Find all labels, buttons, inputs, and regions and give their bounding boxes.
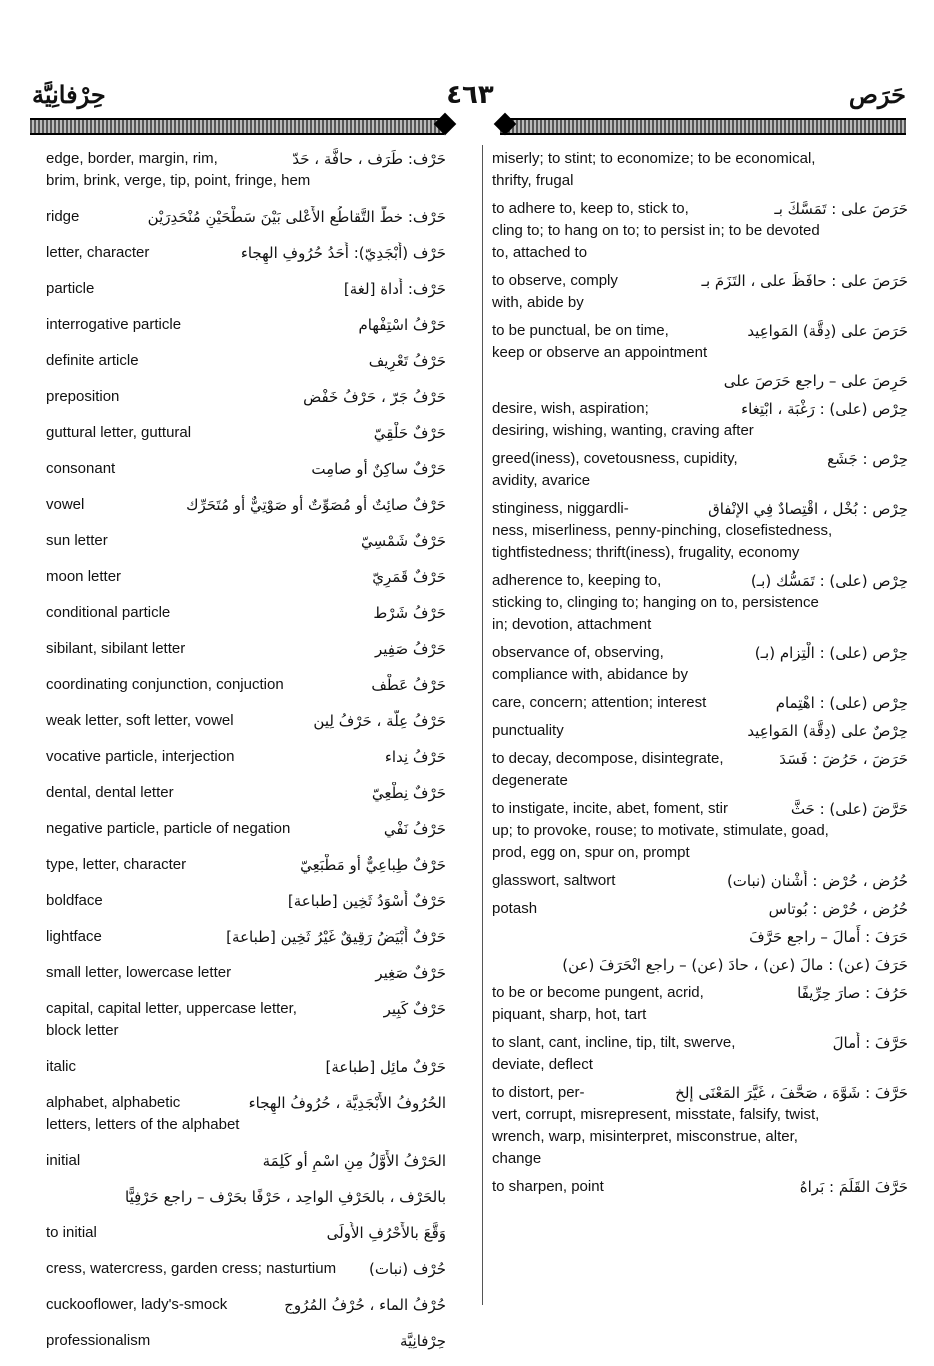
entry-english: boldface bbox=[46, 892, 103, 909]
dictionary-entry bbox=[492, 198, 908, 264]
entry-english-continued: piquant, sharp, hot, tart bbox=[492, 1006, 647, 1023]
entry-arabic: حِرْص : بُخْل ، اقْتِصادٌ فِي الإنْفاق bbox=[702, 498, 908, 520]
dictionary-entry bbox=[46, 148, 446, 192]
dictionary-entry bbox=[46, 1330, 446, 1352]
entry-english: vowel bbox=[46, 496, 85, 513]
entry-arabic: حَرْفٌ أَسْوَدُ ثَخِين [طباعة] bbox=[282, 890, 446, 912]
entry-arabic: حُرْف (نبات) bbox=[363, 1258, 446, 1280]
entry-english-continued: up; to provoke, rouse; to motivate, stimulate, goad, bbox=[492, 822, 829, 839]
entry-english: to adhere to, keep to, stick to, bbox=[492, 200, 689, 217]
entry-arabic: حَرْف (أَبْجَدِيّ): أَحَدُ حُرُوفِ الهِجاء bbox=[235, 242, 446, 264]
dictionary-entry bbox=[46, 242, 446, 264]
entry-english: to instigate, incite, abet, foment, stir bbox=[492, 800, 728, 817]
entry-english: capital, capital letter, uppercase letter, bbox=[46, 1000, 297, 1017]
dictionary-entry bbox=[46, 1258, 446, 1280]
entry-english: punctuality bbox=[492, 722, 564, 739]
entry-english: preposition bbox=[46, 388, 120, 405]
dictionary-entry bbox=[46, 530, 446, 552]
dictionary-entry bbox=[46, 890, 446, 912]
dictionary-entry bbox=[46, 1056, 446, 1078]
dictionary-entry bbox=[46, 278, 446, 300]
entry-arabic: حِرْص (على) : اهْتِمام bbox=[770, 692, 908, 714]
entry-english-continued: block letter bbox=[46, 1022, 119, 1039]
entry-arabic: حَرَصَ على : تَمَسَّكَ بـ bbox=[768, 198, 908, 220]
entry-arabic: حِرْص : جَشَع bbox=[821, 448, 908, 470]
entry-english: cress, watercress, garden cress; nasturtium bbox=[46, 1260, 337, 1277]
entry-english: edge, border, margin, rim, bbox=[46, 150, 218, 167]
entry-english: observance of, observing, bbox=[492, 644, 664, 661]
entry-english: negative particle, particle of negation bbox=[46, 820, 291, 837]
entry-arabic: حَرْفٌ أَبْيَضُ رَقِيقٌ غَيْرُ ثَخِين [طباعة] bbox=[220, 926, 446, 948]
entry-english-continued: with, abide by bbox=[492, 294, 584, 311]
entry-english: desire, wish, aspiration; bbox=[492, 400, 649, 417]
entry-english: stinginess, niggardli- bbox=[492, 500, 629, 517]
entry-english: italic bbox=[46, 1058, 77, 1075]
dictionary-entry bbox=[492, 692, 908, 714]
entry-english-continued: keep or observe an appointment bbox=[492, 344, 708, 361]
entry-english: consonant bbox=[46, 460, 116, 477]
entry-arabic: حَرْفُ اسْتِفْهام bbox=[353, 314, 447, 336]
header-left-word: حِرْفانِيَّة bbox=[32, 80, 106, 109]
entry-english: to observe, comply bbox=[492, 272, 618, 289]
entry-english: vocative particle, interjection bbox=[46, 748, 235, 765]
entry-english: adherence to, keeping to, bbox=[492, 572, 662, 589]
entry-english-continued: wrench, warp, misinterpret, misconstrue, alter, bbox=[492, 1128, 798, 1145]
entry-english-continued: vert, corrupt, misrepresent, misstate, falsify, twist, bbox=[492, 1106, 820, 1123]
entry-arabic: بالحَرْف ، بالحَرْفِ الواحِد ، حَرْفًا بحَرْف – راجع حَرْفِيًّا bbox=[125, 1188, 446, 1206]
entry-english: to distort, per- bbox=[492, 1084, 585, 1101]
dictionary-entry bbox=[46, 1222, 446, 1244]
entry-arabic: حُرْفُ الماء ، حُرْفُ المُرُوج bbox=[278, 1294, 446, 1316]
entry-arabic: حَرَّفَ القَلَمَ : بَراهُ bbox=[794, 1176, 908, 1198]
dictionary-entry bbox=[492, 270, 908, 314]
entry-english: letter, character bbox=[46, 244, 150, 261]
entry-english-continued: change bbox=[492, 1150, 542, 1167]
dictionary-entry bbox=[492, 870, 908, 892]
dictionary-entry bbox=[46, 458, 446, 480]
dictionary-entry bbox=[492, 570, 908, 636]
entry-arabic: حَرْف: طَرَف ، حافَّة ، حَدّ bbox=[286, 148, 446, 170]
entry-arabic: حَرُفَ : صارَ حِرِّيفًا bbox=[791, 982, 908, 1004]
entry-arabic: حَرْفُ عَطْف bbox=[365, 674, 446, 696]
dictionary-entry bbox=[46, 818, 446, 840]
dictionary-entry bbox=[492, 1176, 908, 1198]
entry-arabic: حَرِصَ على – راجع حَرَصَ على bbox=[723, 372, 908, 390]
entry-english: to decay, decompose, disintegrate, bbox=[492, 750, 724, 767]
dictionary-entry bbox=[492, 720, 908, 742]
dictionary-entry bbox=[492, 982, 908, 1026]
entry-arabic: حُرُض ، حُرْض : أُشْنان (نبات) bbox=[721, 870, 908, 892]
entry-arabic: حَرَفَ : أَمالَ – راجع حَرَّفَ bbox=[749, 928, 908, 946]
entry-english-continued: ness, miserliness, penny-pinching, closefistedness, bbox=[492, 522, 833, 539]
entry-english: guttural letter, guttural bbox=[46, 424, 192, 441]
entry-english: to be punctual, be on time, bbox=[492, 322, 669, 339]
entry-arabic: حَرَّضَ (على) : حَثَّ bbox=[785, 798, 908, 820]
entry-english-continued: sticking to, clinging to; hanging on to, persistence bbox=[492, 594, 819, 611]
dictionary-entry bbox=[46, 206, 446, 228]
dictionary-entry bbox=[46, 710, 446, 732]
entry-arabic: حَرْفٌ مائِل [طباعة] bbox=[319, 1056, 446, 1078]
entry-arabic: حَرْفُ نَفْي bbox=[378, 818, 446, 840]
entry-arabic: حَرْفٌ قَمَرِيّ bbox=[366, 566, 446, 588]
entry-english-continued: degenerate bbox=[492, 772, 568, 789]
entry-arabic: حِرْصٌ على (دِقَّة) المَواعِيد bbox=[741, 720, 908, 742]
dictionary-entry bbox=[492, 448, 908, 492]
entry-english: miserly; to stint; to economize; to be economical, bbox=[492, 150, 816, 167]
entry-arabic: وَقَّعَ بالأَحْرُفِ الأُولَى bbox=[321, 1222, 446, 1244]
entry-english: sun letter bbox=[46, 532, 108, 549]
header-right-word: حَرَص bbox=[848, 80, 906, 109]
entry-arabic: حَرَضَ ، حَرُضَ : فَسَدَ bbox=[773, 748, 908, 770]
entry-english: initial bbox=[46, 1152, 81, 1169]
dictionary-entry bbox=[46, 422, 446, 444]
dictionary-entry bbox=[46, 782, 446, 804]
entry-arabic: حَرْفُ شَرْط bbox=[367, 602, 446, 624]
entry-english: to be or become pungent, acrid, bbox=[492, 984, 704, 1001]
entry-english-continued: avidity, avarice bbox=[492, 472, 591, 489]
entry-arabic: حَرْفٌ صائِتٌ أو مُصَوِّتٌ أو صَوْتِيٌّ أو مُتَحَرِّك bbox=[180, 494, 446, 516]
entry-english: greed(iness), covetousness, cupidity, bbox=[492, 450, 738, 467]
dictionary-entry bbox=[46, 1294, 446, 1316]
entry-english-continued: deviate, deflect bbox=[492, 1056, 593, 1073]
entry-english: dental, dental letter bbox=[46, 784, 174, 801]
dictionary-entry bbox=[492, 148, 908, 192]
entry-english: small letter, lowercase letter bbox=[46, 964, 232, 981]
entry-arabic: حَرْفُ جَرّ ، حَرْفُ خَفْض bbox=[297, 386, 446, 408]
dictionary-entry bbox=[46, 350, 446, 372]
entry-english-continued: brim, brink, verge, tip, point, fringe, hem bbox=[46, 172, 311, 189]
dictionary-entry bbox=[46, 1150, 446, 1172]
dictionary-entry bbox=[46, 602, 446, 624]
dictionary-entry bbox=[46, 494, 446, 516]
dictionary-entry bbox=[46, 962, 446, 984]
dictionary-entry bbox=[492, 748, 908, 792]
entry-arabic: حَرَفَ (عن) : مالَ (عن) ، حادَ (عن) – راجع انْحَرَفَ (عن) bbox=[562, 956, 908, 974]
dictionary-entry bbox=[492, 1032, 908, 1076]
entry-arabic: حِرْص (على) : الْتِزام (بـ) bbox=[749, 642, 908, 664]
dictionary-entry bbox=[46, 854, 446, 876]
dictionary-entry bbox=[46, 998, 446, 1042]
column-divider bbox=[482, 145, 483, 1305]
entry-english: to sharpen, point bbox=[492, 1178, 604, 1195]
dictionary-entry bbox=[492, 398, 908, 442]
entry-english: coordinating conjunction, conjuction bbox=[46, 676, 284, 693]
entry-english: particle bbox=[46, 280, 95, 297]
entry-english: definite article bbox=[46, 352, 139, 369]
entry-english-continued: compliance with, abidance by bbox=[492, 666, 688, 683]
entry-english-continued: letters, letters of the alphabet bbox=[46, 1116, 240, 1133]
dictionary-entry bbox=[46, 1186, 446, 1208]
entry-english: potash bbox=[492, 900, 538, 917]
entry-english: interrogative particle bbox=[46, 316, 182, 333]
entry-arabic: حَرْفٌ ساكِنٌ أو صامِت bbox=[305, 458, 446, 480]
entry-english: moon letter bbox=[46, 568, 122, 585]
entry-english: type, letter, character bbox=[46, 856, 187, 873]
dictionary-entry bbox=[46, 1092, 446, 1136]
entry-arabic: حَرْفُ عِلَّة ، حَرْفُ لِين bbox=[307, 710, 446, 732]
entry-arabic: الحَرْفُ الأَوَّلُ مِنِ اسْمٍ أو كَلِمَة bbox=[257, 1150, 446, 1172]
header-rule-right bbox=[500, 118, 906, 135]
dictionary-entry bbox=[492, 642, 908, 686]
entry-english: ridge bbox=[46, 208, 80, 225]
entry-english-continued: thrifty, frugal bbox=[492, 172, 574, 189]
dictionary-entry bbox=[492, 954, 908, 976]
dictionary-entry bbox=[492, 370, 908, 392]
entry-english: care, concern; attention; interest bbox=[492, 694, 707, 711]
entry-english: weak letter, soft letter, vowel bbox=[46, 712, 234, 729]
entry-english: to initial bbox=[46, 1224, 97, 1241]
entry-arabic: حَرْفُ صَفِير bbox=[369, 638, 446, 660]
left-column bbox=[46, 148, 446, 1366]
entry-arabic: حَرْف: أَداة [لغة] bbox=[338, 278, 446, 300]
entry-arabic: حِرْص (على) : رَغْبَة ، ابْتِغاء bbox=[735, 398, 908, 420]
dictionary-entry bbox=[46, 926, 446, 948]
entry-arabic: حَرْفٌ صَغِير bbox=[369, 962, 446, 984]
entry-english-continued: prod, egg on, spur on, prompt bbox=[492, 844, 690, 861]
dictionary-entry bbox=[46, 386, 446, 408]
entry-arabic: حَرْفُ نِداء bbox=[379, 746, 446, 768]
entry-arabic: حُرُض ، حُرْض : بُوتاس bbox=[763, 898, 908, 920]
dictionary-entry bbox=[492, 498, 908, 564]
entry-arabic: حَرْفُ تَعْرِيف bbox=[363, 350, 446, 372]
entry-arabic: حَرَصَ على : حافَظَ على ، التَزَمَ بـ bbox=[696, 270, 908, 292]
entry-arabic: حِرْفانِيَّة bbox=[394, 1330, 446, 1352]
entry-english-continued: tightfistedness; thrift(iness), frugality, economy bbox=[492, 544, 800, 561]
entry-arabic: حَرْفٌ طِباعِيٌّ أو مَطْبَعِيّ bbox=[294, 854, 446, 876]
entry-english: cuckooflower, lady's-smock bbox=[46, 1296, 228, 1313]
dictionary-entry bbox=[46, 674, 446, 696]
right-column bbox=[492, 148, 908, 1204]
entry-arabic: حَرَّفَ : شَوَّهَ ، صَحَّفَ ، غَيَّرَ المَعْنَى إلخ bbox=[669, 1082, 908, 1104]
dictionary-entry bbox=[492, 926, 908, 948]
entry-english-continued: in; devotion, attachment bbox=[492, 616, 652, 633]
entry-arabic: حِرْص (على) : تَمَسُّك (بـ) bbox=[745, 570, 908, 592]
entry-arabic: حَرْفٌ حَلْقِيّ bbox=[368, 422, 446, 444]
entry-english: to slant, cant, incline, tip, tilt, swerve, bbox=[492, 1034, 736, 1051]
entry-arabic: حَرْفٌ كَبِير bbox=[378, 998, 446, 1020]
header-rule-left bbox=[30, 118, 444, 135]
entry-english-continued: to, attached to bbox=[492, 244, 588, 261]
entry-english-continued: desiring, wishing, wanting, craving after bbox=[492, 422, 754, 439]
entry-arabic: حَرْفٌ شَمْسِيّ bbox=[355, 530, 446, 552]
entry-arabic: حَرْفٌ نِطْعِيّ bbox=[366, 782, 446, 804]
entry-arabic: حَرْف: خطُّ التَّقاطُع الأَعْلى بَيْنَ سَطْحَيْنِ مُنْحَدِرَيْن bbox=[142, 206, 446, 228]
entry-arabic: الحُرُوفُ الأَبْجَدِيَّة ، حُرُوفُ الهِجاء bbox=[243, 1092, 446, 1114]
dictionary-entry bbox=[46, 746, 446, 768]
dictionary-entry bbox=[46, 566, 446, 588]
dictionary-entry bbox=[46, 638, 446, 660]
entry-arabic: حَرَصَ على (دِقَّة) المَواعِيد bbox=[741, 320, 908, 342]
dictionary-entry bbox=[46, 314, 446, 336]
entry-english-continued: cling to; to hang on to; to persist in; to be devoted bbox=[492, 222, 820, 239]
entry-english: glasswort, saltwort bbox=[492, 872, 616, 889]
page-number: ٤٦٣ bbox=[446, 80, 494, 110]
dictionary-entry bbox=[492, 1082, 908, 1170]
entry-english: conditional particle bbox=[46, 604, 171, 621]
entry-english: lightface bbox=[46, 928, 102, 945]
entry-english: professionalism bbox=[46, 1332, 151, 1349]
dictionary-entry bbox=[492, 320, 908, 364]
entry-english: sibilant, sibilant letter bbox=[46, 640, 186, 657]
dictionary-entry bbox=[492, 898, 908, 920]
entry-arabic: حَرَّفَ : أَمالَ bbox=[827, 1032, 908, 1054]
entry-english: alphabet, alphabetic bbox=[46, 1094, 181, 1111]
dictionary-entry bbox=[492, 798, 908, 864]
